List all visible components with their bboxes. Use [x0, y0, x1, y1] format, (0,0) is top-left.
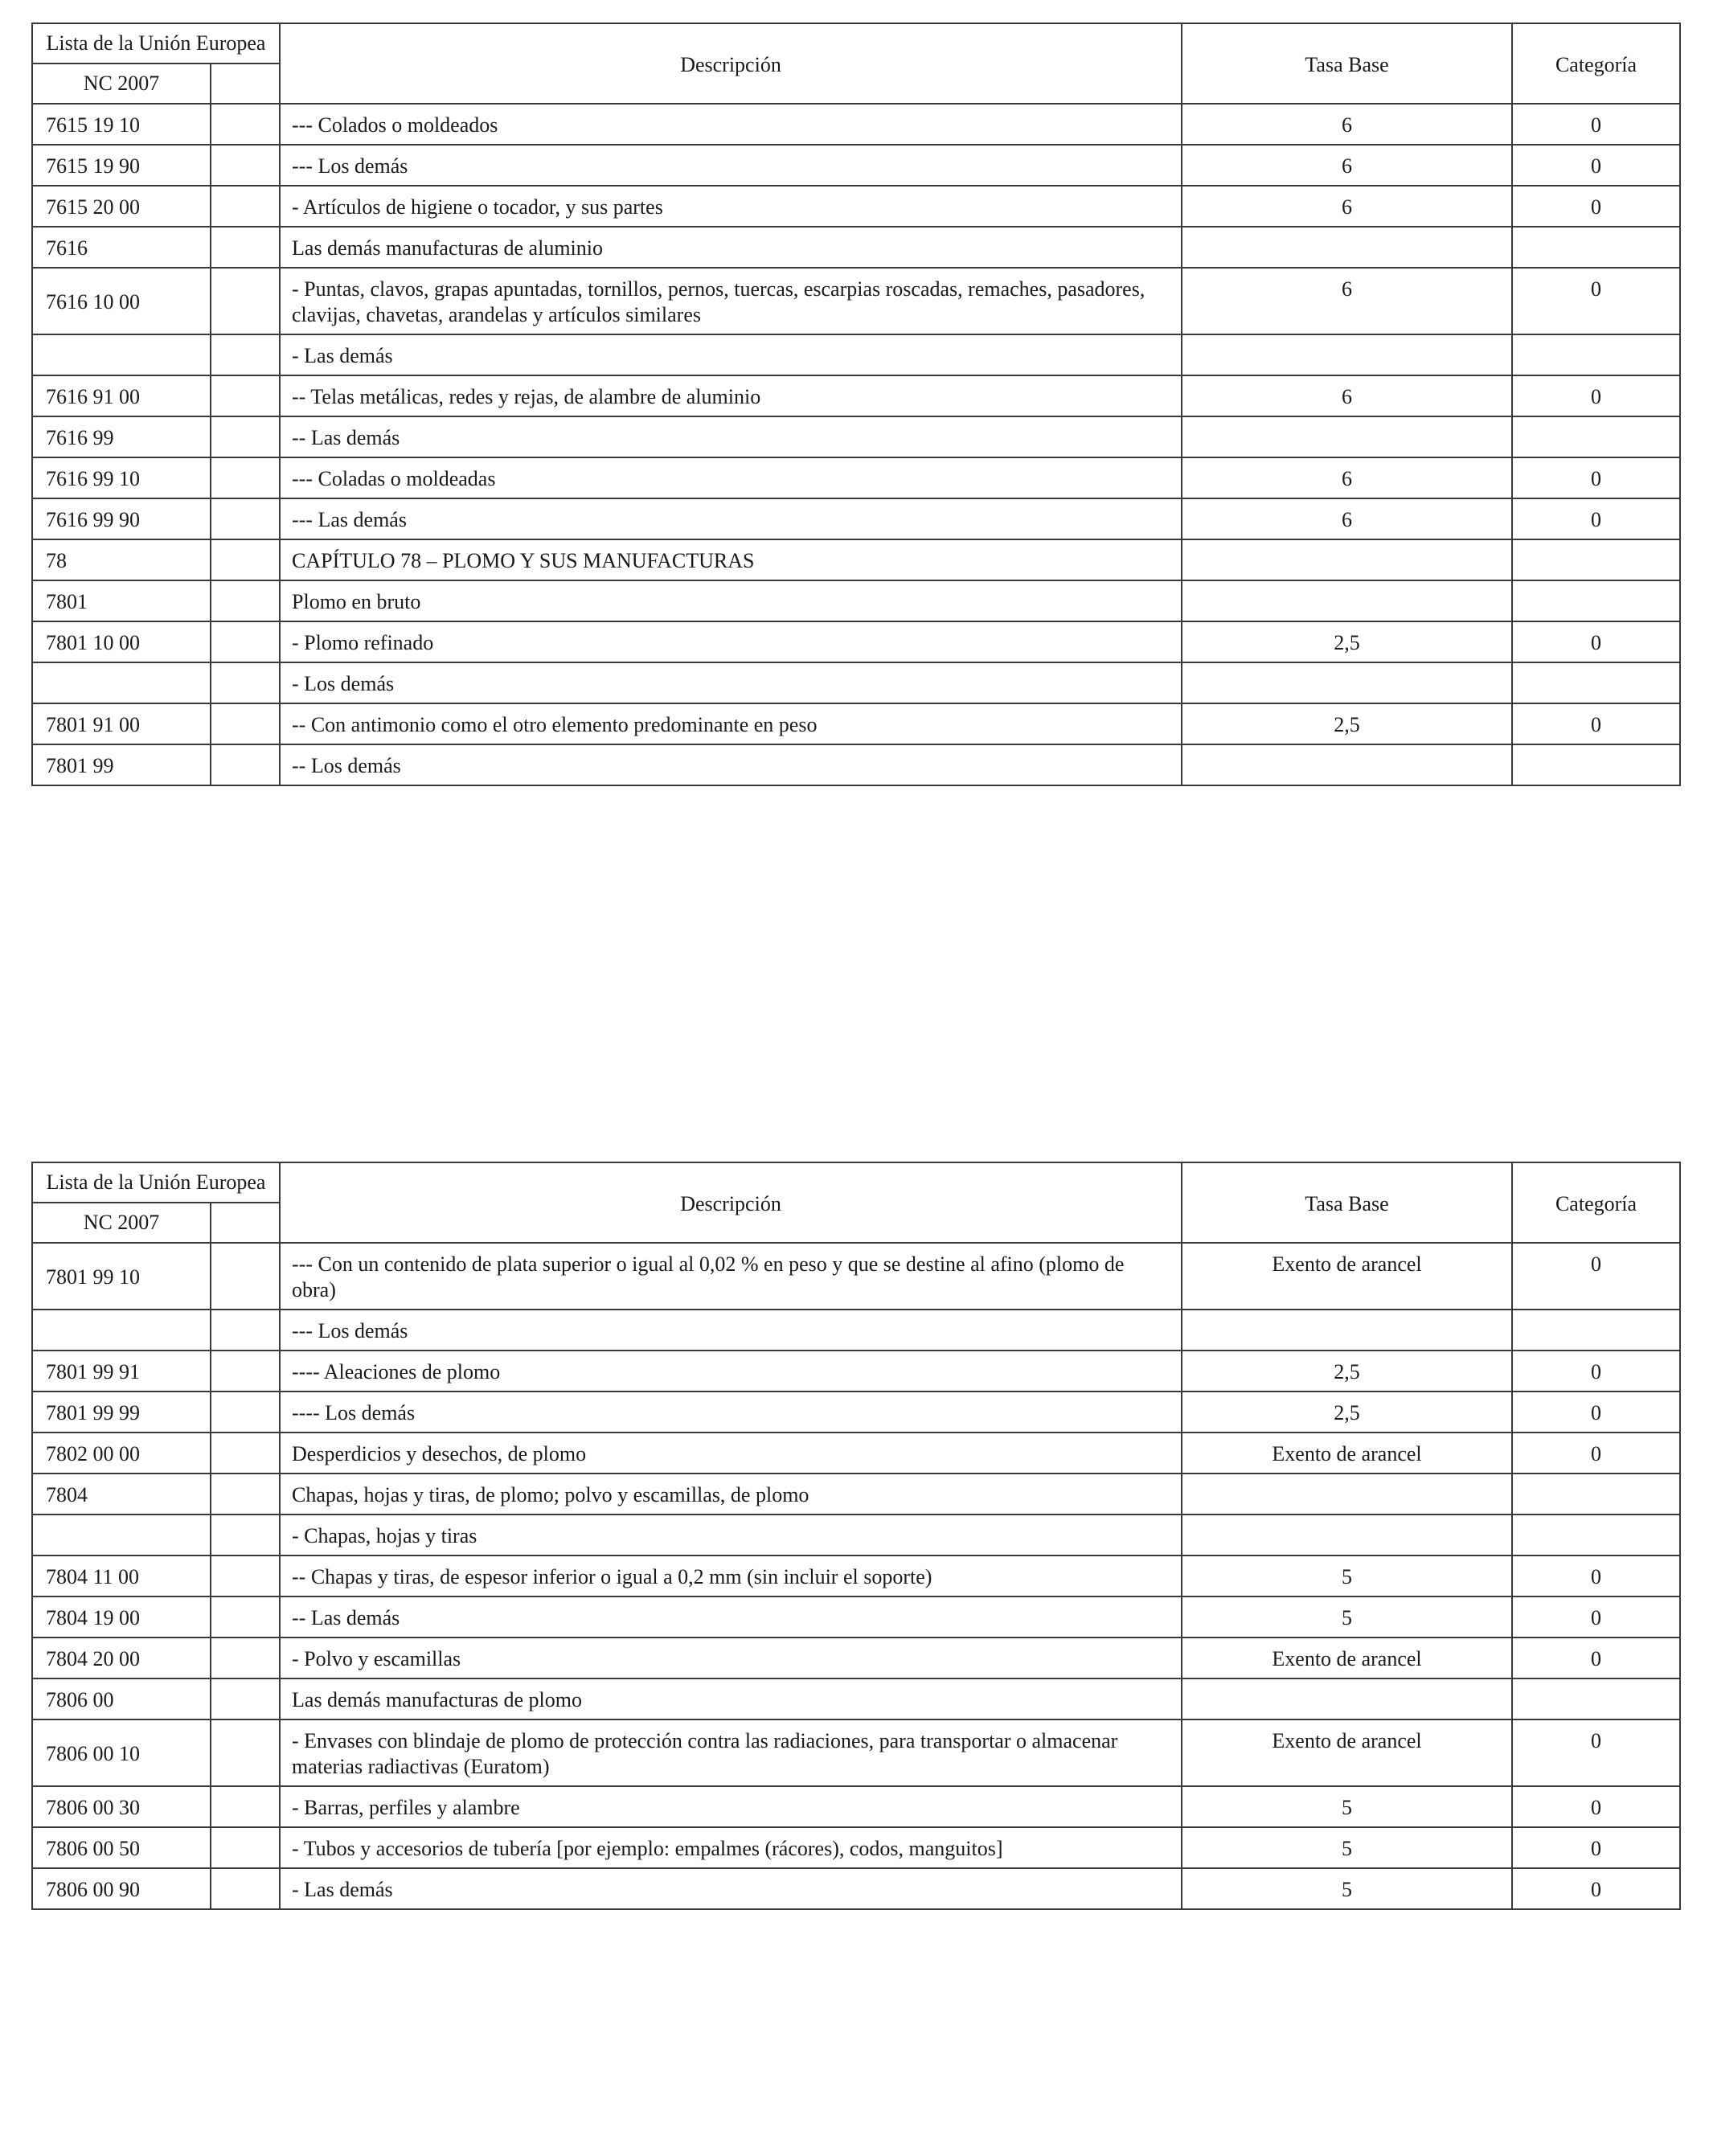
table-row — [32, 334, 1680, 375]
description-cell: -- Telas metálicas, redes y rejas, de alambre de aluminio — [280, 375, 1182, 416]
description-cell: - Barras, perfiles y alambre — [280, 1786, 1182, 1827]
empty-cell — [211, 145, 280, 186]
table-row — [32, 621, 1680, 662]
description-cell: --- Con un contenido de plata superior o igual al 0,02 % en peso y que se destine al afino (plomo de obra) — [280, 1243, 1182, 1310]
description-cell: -- Con antimonio como el otro elemento predominante en peso — [280, 703, 1182, 744]
categoria-cell: 0 — [1512, 457, 1680, 498]
description-cell: - Las demás — [280, 334, 1182, 375]
nc-code-cell: 7806 00 50 — [32, 1827, 211, 1868]
empty-cell — [211, 268, 280, 334]
empty-cell — [211, 1310, 280, 1351]
categoria-cell — [1512, 416, 1680, 457]
tasa-base-cell: 5 — [1182, 1786, 1512, 1827]
table-row — [32, 268, 1680, 334]
description-cell: Las demás manufacturas de aluminio — [280, 227, 1182, 268]
description-cell: - Plomo refinado — [280, 621, 1182, 662]
table-row — [32, 498, 1680, 539]
empty-cell — [211, 703, 280, 744]
categoria-cell — [1512, 227, 1680, 268]
nc-code-cell: 7802 00 00 — [32, 1433, 211, 1474]
header-tasa-base: Tasa Base — [1182, 1162, 1512, 1243]
description-cell: - Artículos de higiene o tocador, y sus partes — [280, 186, 1182, 227]
table-row — [32, 186, 1680, 227]
table-row — [32, 416, 1680, 457]
table-row — [32, 1515, 1680, 1556]
description-cell: CAPÍTULO 78 – PLOMO Y SUS MANUFACTURAS — [280, 539, 1182, 580]
tasa-base-cell — [1182, 334, 1512, 375]
description-cell: - Tubos y accesorios de tubería [por ejemplo: empalmes (rácores), codos, manguitos] — [280, 1827, 1182, 1868]
empty-cell — [211, 1351, 280, 1392]
empty-cell — [211, 580, 280, 621]
tasa-base-cell: 2,5 — [1182, 1351, 1512, 1392]
header-tasa-base: Tasa Base — [1182, 23, 1512, 104]
empty-cell — [211, 1827, 280, 1868]
empty-cell — [211, 1678, 280, 1719]
categoria-cell: 0 — [1512, 703, 1680, 744]
description-cell: - Chapas, hojas y tiras — [280, 1515, 1182, 1556]
description-cell: --- Los demás — [280, 145, 1182, 186]
tasa-base-cell — [1182, 539, 1512, 580]
nc-code-cell: 78 — [32, 539, 211, 580]
categoria-cell: 0 — [1512, 1433, 1680, 1474]
description-cell: - Las demás — [280, 1868, 1182, 1909]
header-descripcion: Descripción — [280, 23, 1182, 104]
tasa-base-cell: 6 — [1182, 186, 1512, 227]
table-row — [32, 1474, 1680, 1515]
tasa-base-cell: 5 — [1182, 1827, 1512, 1868]
table-row — [32, 375, 1680, 416]
empty-cell — [211, 1786, 280, 1827]
table-row — [32, 662, 1680, 703]
nc-code-cell: 7804 11 00 — [32, 1556, 211, 1597]
categoria-cell: 0 — [1512, 1243, 1680, 1310]
description-cell: -- Las demás — [280, 1597, 1182, 1637]
nc-code-cell: 7616 10 00 — [32, 268, 211, 334]
tasa-base-cell: 5 — [1182, 1597, 1512, 1637]
nc-code-cell — [32, 1310, 211, 1351]
empty-cell — [211, 1474, 280, 1515]
empty-cell — [211, 744, 280, 785]
categoria-cell: 0 — [1512, 1556, 1680, 1597]
categoria-cell — [1512, 580, 1680, 621]
nc-code-cell: 7801 10 00 — [32, 621, 211, 662]
header-descripcion: Descripción — [280, 1162, 1182, 1243]
header-lista-ue: Lista de la Unión Europea — [32, 1162, 280, 1203]
nc-code-cell — [32, 662, 211, 703]
table-row — [32, 227, 1680, 268]
empty-cell — [211, 1243, 280, 1310]
empty-cell — [211, 457, 280, 498]
nc-code-cell: 7806 00 90 — [32, 1868, 211, 1909]
table-row — [32, 1678, 1680, 1719]
description-cell: -- Las demás — [280, 416, 1182, 457]
categoria-cell: 0 — [1512, 268, 1680, 334]
empty-cell — [211, 416, 280, 457]
tasa-base-cell: 5 — [1182, 1556, 1512, 1597]
nc-code-cell: 7615 20 00 — [32, 186, 211, 227]
header-nc-2007: NC 2007 — [32, 64, 211, 104]
empty-cell — [211, 1556, 280, 1597]
table-row — [32, 457, 1680, 498]
description-cell: Plomo en bruto — [280, 580, 1182, 621]
header-categoria: Categoría — [1512, 1162, 1680, 1243]
categoria-cell: 0 — [1512, 621, 1680, 662]
table-row — [32, 1556, 1680, 1597]
nc-code-cell: 7801 99 10 — [32, 1243, 211, 1310]
nc-code-cell: 7615 19 10 — [32, 104, 211, 145]
description-cell: --- Coladas o moldeadas — [280, 457, 1182, 498]
categoria-cell: 0 — [1512, 104, 1680, 145]
table-row — [32, 1433, 1680, 1474]
description-cell: ---- Aleaciones de plomo — [280, 1351, 1182, 1392]
nc-code-cell: 7801 99 99 — [32, 1392, 211, 1433]
nc-code-cell: 7615 19 90 — [32, 145, 211, 186]
table-row — [32, 703, 1680, 744]
empty-cell — [211, 539, 280, 580]
nc-code-cell: 7616 — [32, 227, 211, 268]
categoria-cell: 0 — [1512, 1786, 1680, 1827]
tasa-base-cell: 6 — [1182, 104, 1512, 145]
table-row — [32, 744, 1680, 785]
tasa-base-cell: 2,5 — [1182, 703, 1512, 744]
table-row — [32, 1310, 1680, 1351]
tasa-base-cell — [1182, 1474, 1512, 1515]
tasa-base-cell: 6 — [1182, 145, 1512, 186]
header-lista-ue: Lista de la Unión Europea — [32, 23, 280, 64]
categoria-cell: 0 — [1512, 1827, 1680, 1868]
categoria-cell: 0 — [1512, 498, 1680, 539]
tasa-base-cell: 6 — [1182, 457, 1512, 498]
nc-code-cell: 7801 99 — [32, 744, 211, 785]
tasa-base-cell — [1182, 1310, 1512, 1351]
nc-code-cell: 7806 00 30 — [32, 1786, 211, 1827]
header-categoria: Categoría — [1512, 23, 1680, 104]
tasa-base-cell — [1182, 1678, 1512, 1719]
categoria-cell: 0 — [1512, 1637, 1680, 1678]
empty-cell — [211, 1719, 280, 1786]
categoria-cell: 0 — [1512, 145, 1680, 186]
nc-code-cell: 7804 — [32, 1474, 211, 1515]
description-cell: - Los demás — [280, 662, 1182, 703]
table-row — [32, 1786, 1680, 1827]
empty-cell — [211, 186, 280, 227]
description-cell: --- Los demás — [280, 1310, 1182, 1351]
header-nc-2007: NC 2007 — [32, 1203, 211, 1243]
description-cell: -- Chapas y tiras, de espesor inferior o igual a 0,2 mm (sin incluir el soporte) — [280, 1556, 1182, 1597]
categoria-cell — [1512, 1678, 1680, 1719]
description-cell: --- Colados o moldeados — [280, 104, 1182, 145]
empty-cell — [211, 334, 280, 375]
nc-code-cell: 7616 99 90 — [32, 498, 211, 539]
tasa-base-cell: 6 — [1182, 375, 1512, 416]
categoria-cell — [1512, 1515, 1680, 1556]
categoria-cell: 0 — [1512, 1597, 1680, 1637]
description-cell: - Polvo y escamillas — [280, 1637, 1182, 1678]
table-row — [32, 1637, 1680, 1678]
description-cell: --- Las demás — [280, 498, 1182, 539]
empty-cell — [211, 621, 280, 662]
table-row — [32, 580, 1680, 621]
categoria-cell: 0 — [1512, 1351, 1680, 1392]
categoria-cell: 0 — [1512, 1719, 1680, 1786]
empty-cell — [211, 1597, 280, 1637]
empty-cell — [211, 227, 280, 268]
table-body — [32, 1243, 1680, 1909]
tasa-base-cell — [1182, 662, 1512, 703]
table-row — [32, 539, 1680, 580]
header-empty-cell — [211, 64, 280, 104]
empty-cell — [211, 375, 280, 416]
nc-code-cell — [32, 1515, 211, 1556]
categoria-cell — [1512, 1310, 1680, 1351]
tasa-base-cell: Exento de arancel — [1182, 1243, 1512, 1310]
header-empty-cell — [211, 1203, 280, 1243]
description-cell: - Envases con blindaje de plomo de protección contra las radiaciones, para transportar o almacenar materias radiactivas (Euratom) — [280, 1719, 1182, 1786]
categoria-cell — [1512, 744, 1680, 785]
tasa-base-cell — [1182, 580, 1512, 621]
tariff-table-1 — [31, 23, 1681, 786]
empty-cell — [211, 662, 280, 703]
categoria-cell: 0 — [1512, 1392, 1680, 1433]
table-row — [32, 1827, 1680, 1868]
categoria-cell — [1512, 1474, 1680, 1515]
tasa-base-cell — [1182, 227, 1512, 268]
description-cell: Las demás manufacturas de plomo — [280, 1678, 1182, 1719]
empty-cell — [211, 104, 280, 145]
empty-cell — [211, 1868, 280, 1909]
tasa-base-cell: Exento de arancel — [1182, 1719, 1512, 1786]
description-cell: ---- Los demás — [280, 1392, 1182, 1433]
categoria-cell: 0 — [1512, 186, 1680, 227]
empty-cell — [211, 1433, 280, 1474]
table-body — [32, 104, 1680, 785]
header-row — [32, 1162, 1680, 1203]
table-row — [32, 1868, 1680, 1909]
nc-code-cell: 7804 20 00 — [32, 1637, 211, 1678]
empty-cell — [211, 1637, 280, 1678]
categoria-cell — [1512, 334, 1680, 375]
tasa-base-cell: Exento de arancel — [1182, 1433, 1512, 1474]
nc-code-cell: 7616 99 10 — [32, 457, 211, 498]
table-row — [32, 1719, 1680, 1786]
nc-code-cell: 7616 99 — [32, 416, 211, 457]
categoria-cell — [1512, 539, 1680, 580]
tasa-base-cell: 2,5 — [1182, 621, 1512, 662]
table-row — [32, 1351, 1680, 1392]
table-row — [32, 1597, 1680, 1637]
table-row — [32, 1392, 1680, 1433]
categoria-cell: 0 — [1512, 375, 1680, 416]
description-cell: -- Los demás — [280, 744, 1182, 785]
nc-code-cell: 7804 19 00 — [32, 1597, 211, 1637]
tariff-table-2 — [31, 1162, 1681, 1910]
tasa-base-cell: 6 — [1182, 498, 1512, 539]
description-cell: Chapas, hojas y tiras, de plomo; polvo y escamillas, de plomo — [280, 1474, 1182, 1515]
table-row — [32, 104, 1680, 145]
header-row — [32, 23, 1680, 64]
tasa-base-cell: Exento de arancel — [1182, 1637, 1512, 1678]
nc-code-cell: 7806 00 10 — [32, 1719, 211, 1786]
description-cell: - Puntas, clavos, grapas apuntadas, tornillos, pernos, tuercas, escarpias roscadas, remaches, pasadores, clavijas, chavetas, arandelas y artículos similares — [280, 268, 1182, 334]
tasa-base-cell: 2,5 — [1182, 1392, 1512, 1433]
nc-code-cell: 7801 — [32, 580, 211, 621]
nc-code-cell: 7801 91 00 — [32, 703, 211, 744]
table-row — [32, 145, 1680, 186]
empty-cell — [211, 498, 280, 539]
tasa-base-cell — [1182, 1515, 1512, 1556]
tasa-base-cell: 6 — [1182, 268, 1512, 334]
nc-code-cell: 7806 00 — [32, 1678, 211, 1719]
nc-code-cell: 7801 99 91 — [32, 1351, 211, 1392]
empty-cell — [211, 1392, 280, 1433]
categoria-cell: 0 — [1512, 1868, 1680, 1909]
tasa-base-cell — [1182, 744, 1512, 785]
description-cell: Desperdicios y desechos, de plomo — [280, 1433, 1182, 1474]
tasa-base-cell: 5 — [1182, 1868, 1512, 1909]
table-row — [32, 1243, 1680, 1310]
nc-code-cell — [32, 334, 211, 375]
nc-code-cell: 7616 91 00 — [32, 375, 211, 416]
empty-cell — [211, 1515, 280, 1556]
categoria-cell — [1512, 662, 1680, 703]
tasa-base-cell — [1182, 416, 1512, 457]
